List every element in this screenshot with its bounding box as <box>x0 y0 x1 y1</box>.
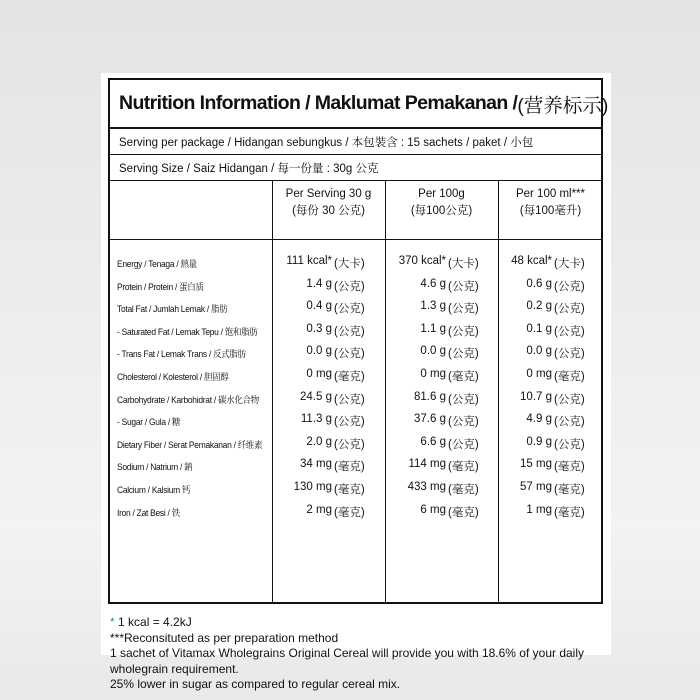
header-divider <box>110 239 601 240</box>
nutrient-unit: (公克) <box>334 438 365 451</box>
nutrient-row <box>110 410 601 433</box>
nutrient-unit: (公克) <box>448 393 479 406</box>
nutrient-value: 433 mg <box>407 481 446 493</box>
nutrient-unit: (大卡) <box>334 258 365 270</box>
nutrient-value: 10.7 g <box>520 390 552 403</box>
nutrient-value: 6.6 g <box>420 435 446 448</box>
nutrient-unit: (公克) <box>448 280 479 293</box>
nutrient-row <box>110 478 601 501</box>
nutrient-unit: (毫克) <box>334 371 365 383</box>
nutrient-label: Iron / Zat Besi / 铁 <box>117 507 180 518</box>
nutrient-row <box>110 433 601 456</box>
nutrient-unit: (公克) <box>334 325 365 338</box>
nutrient-value: 24.5 g <box>300 390 332 403</box>
nutrient-value: 0.1 g <box>526 322 552 335</box>
nutrient-label: Cholesterol / Kolesterol / 胆固醇 <box>117 372 229 382</box>
nutrient-unit: (公克) <box>554 438 585 451</box>
nutrient-value: 0.0 g <box>420 345 446 358</box>
nutrient-unit: (公克) <box>554 416 585 429</box>
nutrient-unit: (公克) <box>334 416 365 429</box>
nutrient-grid <box>110 181 601 602</box>
nutrient-unit: (毫克) <box>448 506 479 519</box>
nutrient-value: 37.6 g <box>414 413 446 426</box>
nutrient-value: 1.3 g <box>420 300 446 313</box>
nutrient-row <box>110 320 601 343</box>
nutrient-value: 11.3 g <box>300 413 332 426</box>
nutrient-row <box>110 365 601 388</box>
nutrient-row <box>110 252 601 275</box>
nutrient-label: Energy / Tenaga / 熱量 <box>117 259 197 269</box>
nutrient-unit: (毫克) <box>448 461 479 474</box>
nutrient-value: 130 mg <box>293 481 332 493</box>
nutrient-value: 111 kcal* <box>286 255 332 267</box>
title-main: Nutrition Information / Maklumat Pemakanan / <box>119 92 518 114</box>
nutrient-value: 48 kcal* <box>511 255 552 267</box>
nutrient-row <box>110 501 601 524</box>
nutrient-unit: (毫克) <box>334 506 365 519</box>
nutrient-unit: (公克) <box>448 348 479 361</box>
nutrient-unit: (毫克) <box>554 461 585 474</box>
nutrient-unit: (大卡) <box>554 258 585 270</box>
nutrient-unit: (公克) <box>334 348 365 361</box>
nutrient-label: Dietary Fiber / Serat Pemakanan / 纤维素 <box>117 439 263 450</box>
nutrient-unit: (公克) <box>334 280 365 293</box>
nutrient-row <box>110 388 601 411</box>
title-cjk: (营养标示) <box>517 94 609 117</box>
nutrient-value: 0.6 g <box>526 277 552 290</box>
nutrient-unit: (毫克) <box>554 371 585 383</box>
nutrient-label: - Saturated Fat / Lemak Tepu / 饱和脂肪 <box>117 326 258 337</box>
nutrient-label: Sodium / Natrium / 鈉 <box>117 462 193 473</box>
nutrient-label: Total Fat / Jumlah Lemak / 脂肪 <box>117 304 228 315</box>
nutrient-unit: (公克) <box>334 393 365 406</box>
nutrient-row <box>110 297 601 320</box>
nutrient-label: - Sugar / Gula / 糖 <box>117 417 181 428</box>
nutrient-unit: (毫克) <box>448 484 479 496</box>
nutrient-unit: (毫克) <box>334 484 365 496</box>
footnote-kcal: * 1 kcal = 4.2kJ <box>110 615 192 629</box>
nutrient-unit: (公克) <box>334 303 365 316</box>
footnote-wholegrain: 1 sachet of Vitamax Wholegrains Original Cereal will provide you with 18.6% of your daily wholegrain requirement. <box>110 646 585 676</box>
nutrition-card <box>101 73 611 691</box>
nutrient-unit: (毫克) <box>448 371 479 383</box>
nutrient-unit: (大卡) <box>448 258 479 270</box>
footnote-sugar: 25% lower in sugar as compared to regular cereal mix. <box>110 677 401 691</box>
nutrient-unit: (公克) <box>448 303 479 316</box>
column-header-per-100ml: Per 100 ml*** (每100毫升) <box>515 188 586 217</box>
nutrient-value: 57 mg <box>520 481 552 493</box>
nutrition-table <box>108 78 609 604</box>
nutrient-value: 0 mg <box>306 368 332 380</box>
nutrient-value: 0.0 g <box>526 345 552 358</box>
nutrient-unit: (公克) <box>554 325 585 338</box>
nutrient-unit: (公克) <box>554 348 585 361</box>
nutrient-value: 114 mg <box>408 458 446 471</box>
nutrient-label: Calcium / Kalsium 钙 <box>117 485 191 495</box>
nutrient-label: Protein / Protein / 蛋白质 <box>117 281 204 292</box>
column-header-per-100g: Per 100g (每100公克) <box>410 188 473 217</box>
nutrient-unit: (公克) <box>554 280 585 293</box>
nutrient-value: 0.2 g <box>526 300 552 313</box>
nutrient-value: 4.6 g <box>420 277 446 290</box>
nutrient-value: 2 mg <box>306 503 332 516</box>
footnote-reconstituted: ***Reconsituted as per preparation method <box>110 630 339 645</box>
nutrient-unit: (公克) <box>448 325 479 338</box>
nutrient-value: 0.0 g <box>306 345 332 358</box>
footnote-kcal-text: 1 kcal = 4.2kJ <box>114 615 192 629</box>
nutrient-value: 0.9 g <box>526 435 552 448</box>
nutrient-row <box>110 275 601 298</box>
nutrient-value: 15 mg <box>520 458 552 471</box>
nutrient-unit: (毫克) <box>554 484 585 496</box>
nutrient-value: 2.0 g <box>306 435 332 448</box>
nutrient-unit: (公克) <box>554 303 585 316</box>
nutrient-value: 34 mg <box>300 458 332 471</box>
nutrient-unit: (毫克) <box>554 506 585 519</box>
nutrient-value: 6 mg <box>420 503 446 516</box>
nutrient-row <box>110 455 601 478</box>
nutrient-unit: (公克) <box>448 438 479 451</box>
nutrient-label: Carbohydrate / Karbohidrat / 碳水化合物 <box>117 394 259 405</box>
table-title <box>110 80 609 129</box>
nutrient-value: 0 mg <box>420 368 446 380</box>
nutrient-unit: (毫克) <box>334 461 365 474</box>
nutrient-unit: (公克) <box>554 393 585 406</box>
nutrient-value: 4.9 g <box>526 413 552 426</box>
serving-per-package: Serving per package / Hidangan sebungkus / 本包裝含 : 15 sachets / paket / 小包 <box>110 129 601 155</box>
column-header-per-serving: Per Serving 30 g (每份 30 公克) <box>285 188 372 217</box>
nutrient-value: 1.4 g <box>306 277 332 290</box>
nutrient-value: 0 mg <box>526 368 552 380</box>
nutrient-value: 1.1 g <box>420 322 446 335</box>
nutrient-label: - Trans Fat / Lemak Trans / 反式脂肪 <box>117 349 246 360</box>
footnotes <box>110 615 605 693</box>
nutrient-value: 370 kcal* <box>398 255 446 267</box>
nutrient-value: 0.3 g <box>306 322 332 335</box>
serving-size: Serving Size / Saiz Hidangan / 每一份量 : 30g 公克 <box>110 155 601 181</box>
nutrient-row <box>110 342 601 365</box>
nutrient-value: 0.4 g <box>306 300 332 313</box>
nutrient-value: 81.6 g <box>414 390 446 403</box>
nutrient-value: 1 mg <box>526 503 552 516</box>
nutrient-unit: (公克) <box>448 416 479 429</box>
